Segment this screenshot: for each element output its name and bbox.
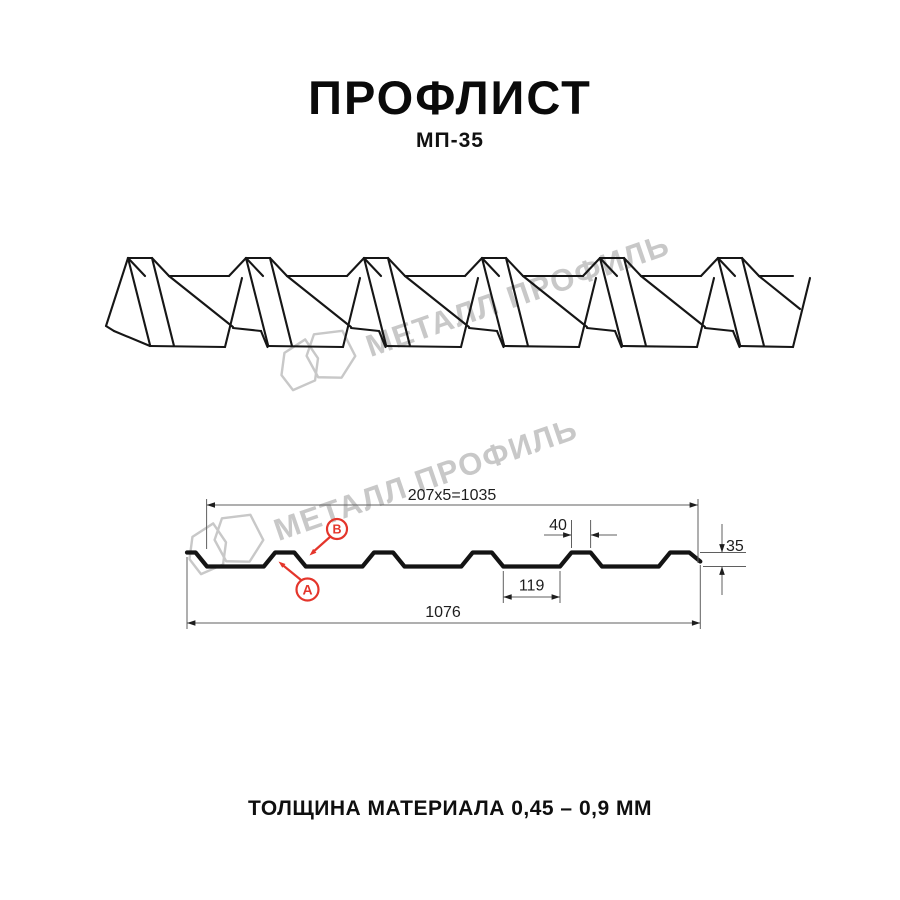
sheet-left-edge (106, 258, 150, 346)
watermark-upper (272, 216, 675, 396)
dim-overall-width-label: 1076 (425, 604, 461, 621)
dim-valley-width-label: 119 (518, 577, 545, 595)
dim-profile-height (700, 524, 746, 595)
dim-valley-width (503, 571, 560, 603)
dim-rib-top-width-label: 40 (549, 517, 567, 534)
cross-section-diagram (187, 487, 746, 629)
sheet-right-edge (718, 258, 810, 347)
profile-model-label: МП-35 (416, 129, 484, 152)
page-title: ПРОФЛИСТ (308, 71, 592, 124)
dim-rib-top-width (544, 517, 617, 548)
material-thickness-note: ТОЛЩИНА МАТЕРИАЛА 0,45 – 0,9 ММ (248, 797, 652, 820)
point-b-label: В (332, 522, 342, 537)
dim-working-width-label: 207х5=1035 (407, 487, 497, 504)
dim-profile-height-label: 35 (726, 538, 744, 555)
point-a-label: А (302, 581, 313, 598)
profile-cross-section-line (187, 553, 700, 567)
